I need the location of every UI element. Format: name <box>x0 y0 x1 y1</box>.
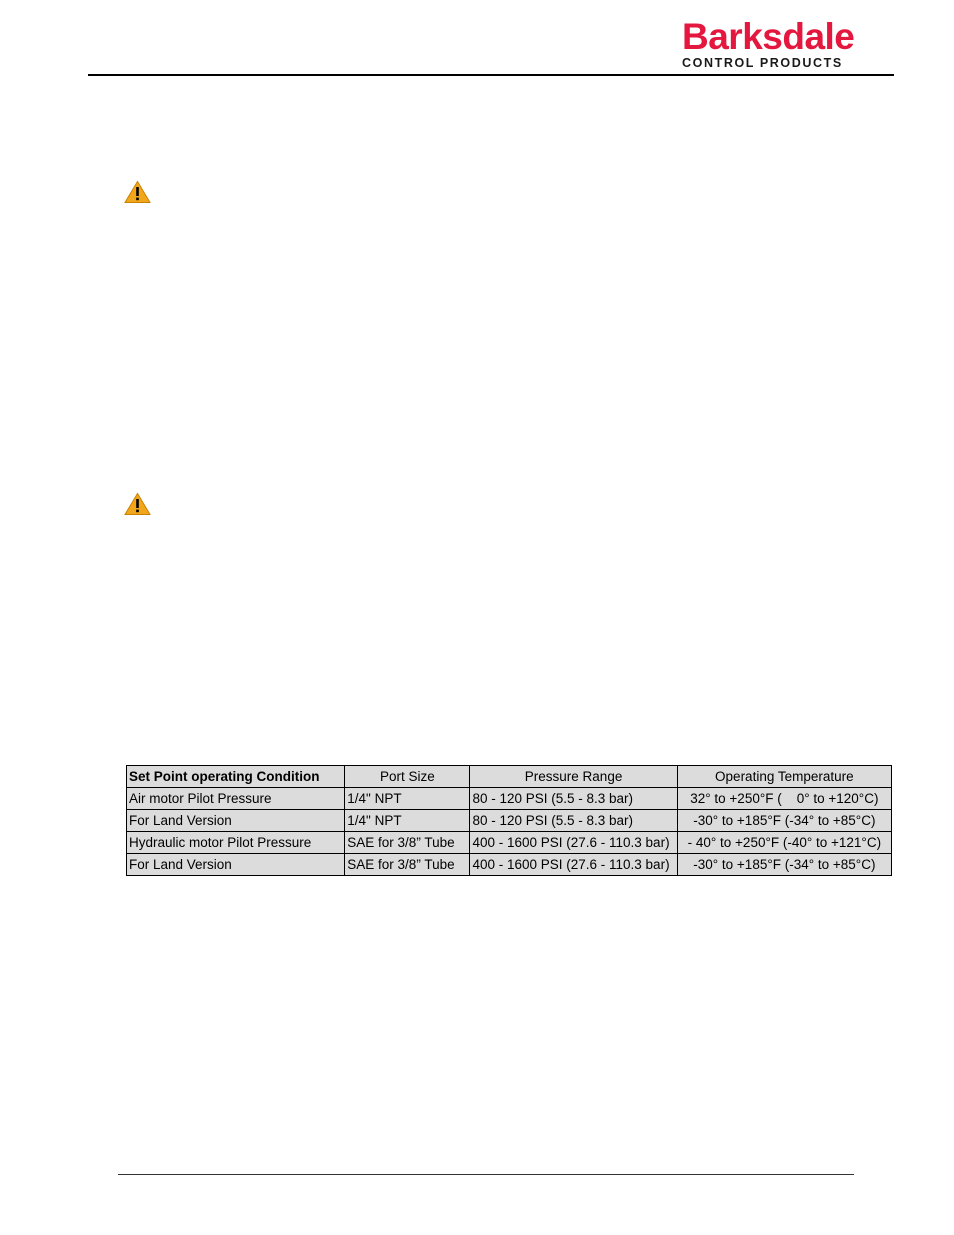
table-row <box>127 854 892 876</box>
column-header: Operating Temperature <box>677 766 891 788</box>
table-row <box>127 788 892 810</box>
table-cell: -30° to +185°F (-34° to +85°C) <box>677 854 891 876</box>
column-header: Port Size <box>345 766 470 788</box>
table-cell: SAE for 3/8” Tube <box>345 832 470 854</box>
table-header-row <box>127 766 892 788</box>
spec-table <box>126 765 892 876</box>
table-cell: 80 - 120 PSI (5.5 - 8.3 bar) <box>470 810 677 832</box>
header-divider <box>88 74 894 76</box>
table-cell: For Land Version <box>127 810 345 832</box>
column-header: Pressure Range <box>470 766 677 788</box>
table-cell: 400 - 1600 PSI (27.6 - 110.3 bar) <box>470 832 677 854</box>
table-cell: 80 - 120 PSI (5.5 - 8.3 bar) <box>470 788 677 810</box>
logo-wordmark: Barksdale <box>682 16 855 57</box>
footer-divider <box>118 1174 854 1175</box>
logo-tagline: CONTROL PRODUCTS <box>682 56 843 70</box>
company-logo <box>682 18 872 70</box>
warning-triangle-icon <box>124 180 151 204</box>
table-cell: Hydraulic motor Pilot Pressure <box>127 832 345 854</box>
table-cell: 1/4" NPT <box>345 810 470 832</box>
table-cell: - 40° to +250°F (-40° to +121°C) <box>677 832 891 854</box>
table-cell: 32° to +250°F ( 0° to +120°C) <box>677 788 891 810</box>
warning-triangle-icon <box>124 492 151 516</box>
table-cell: 1/4" NPT <box>345 788 470 810</box>
table-row <box>127 810 892 832</box>
table-row <box>127 832 892 854</box>
table-cell: Air motor Pilot Pressure <box>127 788 345 810</box>
table-cell: 400 - 1600 PSI (27.6 - 110.3 bar) <box>470 854 677 876</box>
table-cell: For Land Version <box>127 854 345 876</box>
table-cell: -30° to +185°F (-34° to +85°C) <box>677 810 891 832</box>
table-cell: SAE for 3/8” Tube <box>345 854 470 876</box>
column-header: Set Point operating Condition <box>127 766 345 788</box>
